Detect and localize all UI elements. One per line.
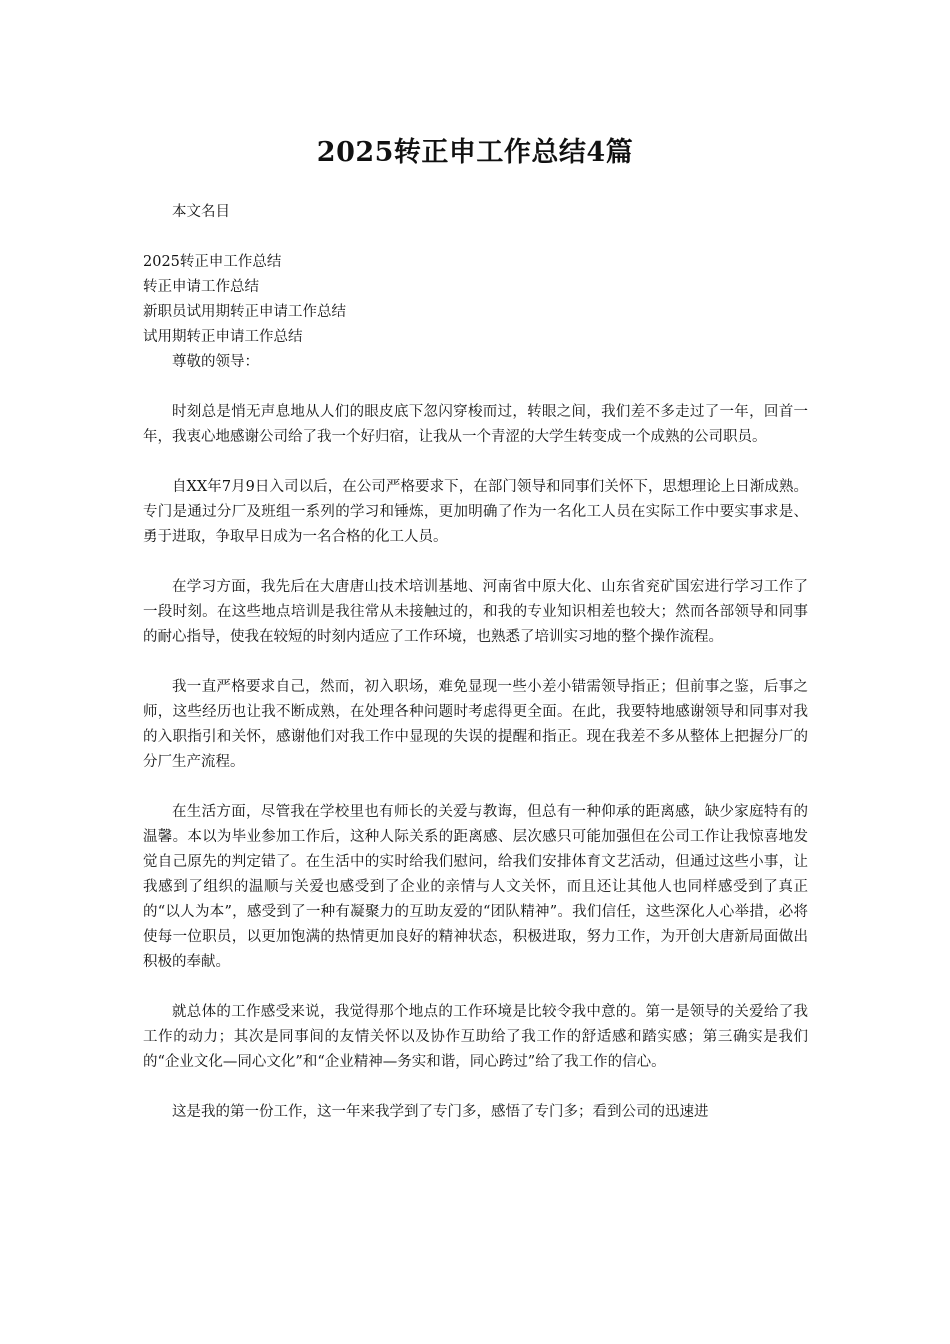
spacer [143,225,808,250]
body-paragraph: 这是我的第一份工作，这一年来我学到了专门多，感悟了专门多；看到公司的迅速进 [172,1104,709,1120]
spacer [143,450,808,475]
toc-item: 试用期转正申请工作总结 [143,329,303,345]
spacer [143,775,808,800]
body-paragraph: 时刻总是悄无声息地从人们的眼皮底下忽闪穿梭而过，转眼之间，我们差不多走过了一年，回首一年，我衷心地感谢公司给了我一个好归宿，让我从一个青涩的大学生转变成一个成熟的公司职员。 [143,404,808,445]
body-paragraph: 在生活方面，尽管我在学校里也有师长的关爱与教诲，但总有一种仰承的距离感，缺少家庭特有的温馨。本以为毕业参加工作后，这种人际关系的距离感、层次感只可能加强但在公司工作让我惊喜地发觉自己原先的判定错了。在生活中的实时给我们慰问，给我们安排体育文艺活动，但通过这些小事，让我感到了组织的温顺与关爱也感受到了企业的亲情与人文关怀，而且还让其他人也同样感受到了真正的“以人为本”，感受到了一种有凝聚力的互助友爱的“团队精神”。我们信任，这些深化人心举措，必将使每一位职员，以更加饱满的热情更加良好的精神状态，积极进取，努力工作，为开创大唐新局面做出积极的奉献。 [143,804,808,970]
spacer [143,375,808,400]
spacer [143,975,808,1000]
document-title: 2025转正申工作总结4篇 [316,137,634,168]
toc-item: 2025转正申工作总结 [143,254,282,270]
toc-heading: 本文名目 [172,204,230,220]
spacer [143,550,808,575]
body-paragraph: 我一直严格要求自己，然而，初入职场，难免显现一些小差小错需领导指正；但前事之鉴，后事之师，这些经历也让我不断成熟，在处理各种问题时考虑得更全面。在此，我要特地感谢领导和同事对我的入职指引和关怀，感谢他们对我工作中显现的失误的提醒和指正。现在我差不多从整体上把握分厂的分厂生产流程。 [143,679,808,770]
spacer [143,650,808,675]
salutation: 尊敬的领导： [172,354,259,370]
spacer [143,1075,808,1100]
body-paragraph: 就总体的工作感受来说，我觉得那个地点的工作环境是比较令我中意的。第一是领导的关爱给了我工作的动力；其次是同事间的友情关怀以及协作互助给了我工作的舒适感和踏实感；第三确实是我们的“企业文化—同心文化”和“企业精神—务实和谐，同心跨过”给了我工作的信心。 [143,1004,808,1070]
toc-item: 转正申请工作总结 [143,279,259,295]
body-paragraph: 在学习方面，我先后在大唐唐山技术培训基地、河南省中原大化、山东省兖矿国宏进行学习工作了一段时刻。在这些地点培训是我往常从未接触过的，和我的专业知识相差也较大；然而各部领导和同事的耐心指导，使我在较短的时刻内适应了工作环境，也熟悉了培训实习地的整个操作流程。 [143,579,808,645]
body-paragraph: 自XX年7月9日入司以后，在公司严格要求下，在部门领导和同事们关怀下，思想理论上日渐成熟。专门是通过分厂及班组一系列的学习和锤炼，更加明确了作为一名化工人员在实际工作中要实事求是、勇于进取，争取早日成为一名合格的化工人员。 [143,479,808,545]
toc-item: 新职员试用期转正申请工作总结 [143,304,346,320]
document-body [143,200,808,1125]
